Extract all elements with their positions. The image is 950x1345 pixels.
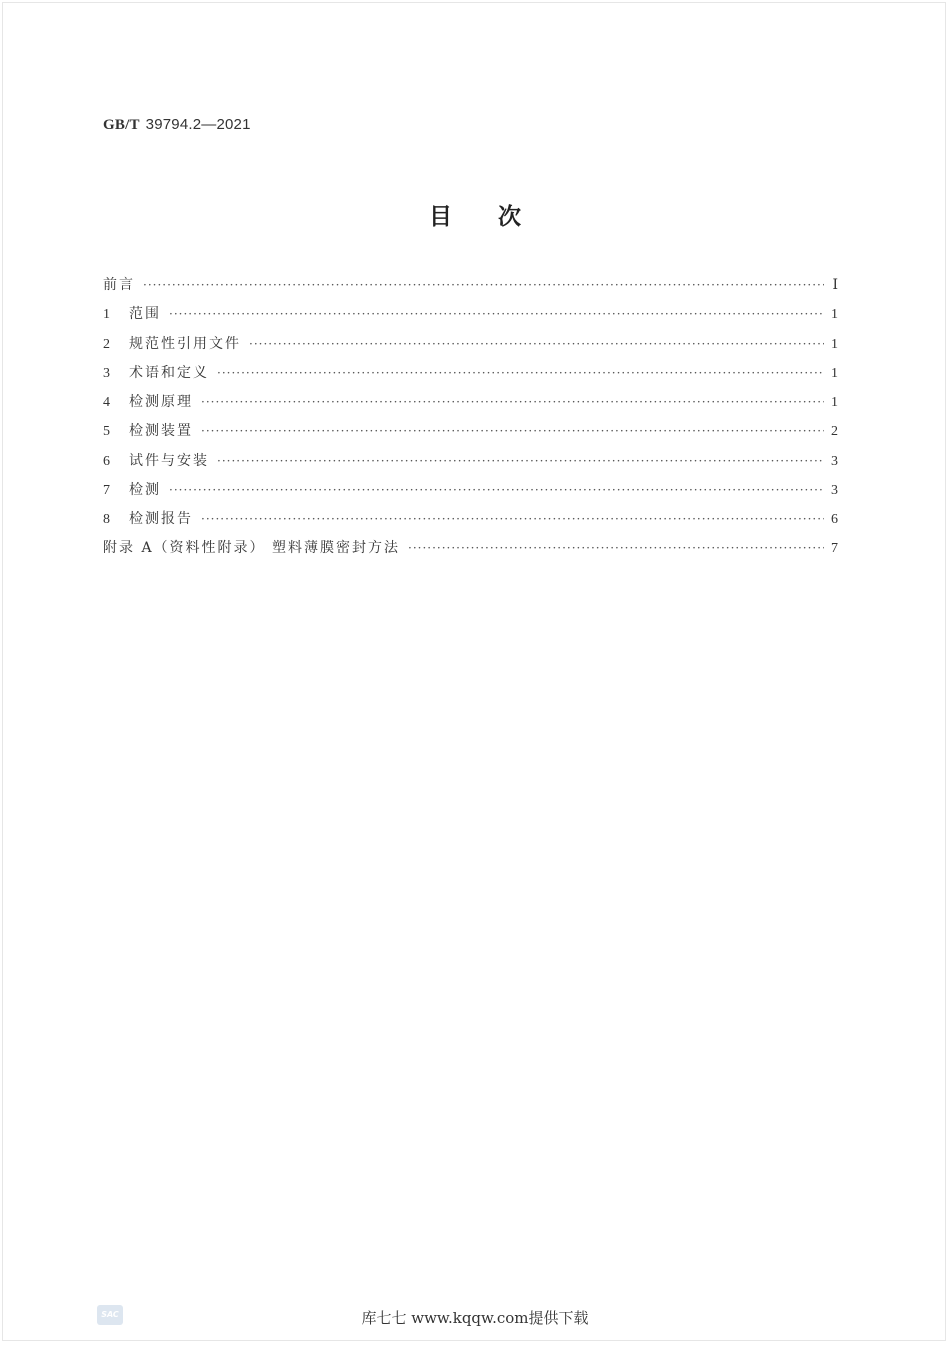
toc-entry-page: 3 — [831, 453, 838, 469]
toc-entry-label: 检测报告 — [129, 511, 193, 527]
footer-download-notice: 库七七 www.kqqw.com提供下载 — [361, 1309, 589, 1327]
toc-entry-number: 1 — [103, 307, 110, 323]
standard-prefix: GB/T — [103, 117, 140, 133]
toc-dot-leader — [408, 541, 824, 555]
standard-code: 39794.2—2021 — [145, 116, 251, 133]
toc-entry[interactable] — [103, 508, 838, 537]
toc-entry-label: 试件与安装 — [129, 452, 209, 469]
toc-entry-page: 6 — [831, 512, 838, 527]
toc-dot-leader — [201, 512, 824, 526]
toc-entry-page: 1 — [831, 307, 838, 323]
toc-entry[interactable] — [103, 537, 838, 566]
toc-entry-number: 4 — [103, 395, 110, 410]
sac-logo-icon: SAC — [97, 1305, 123, 1325]
toc-entry[interactable] — [103, 303, 838, 332]
toc-entry[interactable] — [103, 450, 838, 479]
toc-dot-leader — [169, 307, 824, 321]
toc-entry-number: 2 — [103, 336, 110, 352]
toc-entry-page: 1 — [831, 336, 838, 352]
toc-dot-leader — [217, 366, 824, 380]
toc-entry-label: 范围 — [129, 306, 161, 323]
toc-entry-number: 7 — [103, 482, 110, 498]
toc-entry[interactable] — [103, 333, 838, 362]
toc-entry-page: Ⅰ — [832, 278, 838, 293]
toc-dot-leader — [201, 395, 824, 409]
toc-entry-page: 1 — [831, 395, 838, 410]
toc-dot-leader — [249, 337, 824, 351]
page-title: 目次 — [429, 204, 567, 230]
toc-entry[interactable] — [103, 420, 838, 449]
toc-entry-label: 检测装置 — [129, 423, 193, 440]
toc-entry-label: 附录 A（资料性附录） 塑料薄膜密封方法 — [103, 540, 401, 557]
toc-entry-page: 1 — [831, 365, 838, 381]
toc-entry-number: 6 — [103, 453, 110, 469]
standard-number — [103, 116, 251, 134]
toc-entry-number: 5 — [103, 424, 110, 440]
toc-entry-number: 8 — [103, 512, 110, 527]
toc-entry-page: 7 — [831, 541, 838, 557]
toc-entry-page: 2 — [831, 424, 838, 440]
toc-entry-label: 规范性引用文件 — [129, 335, 241, 352]
toc-dot-leader — [169, 483, 824, 497]
toc-dot-leader — [217, 454, 824, 468]
table-of-contents — [103, 274, 838, 567]
toc-entry[interactable] — [103, 479, 838, 508]
toc-dot-leader — [201, 424, 824, 438]
toc-entry-label: 检测 — [129, 481, 161, 498]
toc-entry-label: 术语和定义 — [129, 364, 209, 381]
toc-entry[interactable] — [103, 274, 838, 303]
toc-entry-label: 前言 — [103, 277, 135, 293]
toc-entry-page: 3 — [831, 482, 838, 498]
toc-entry[interactable] — [103, 391, 838, 420]
toc-dot-leader — [143, 278, 824, 292]
toc-entry[interactable] — [103, 362, 838, 391]
toc-entry-label: 检测原理 — [129, 394, 193, 410]
toc-entry-number: 3 — [103, 365, 110, 381]
